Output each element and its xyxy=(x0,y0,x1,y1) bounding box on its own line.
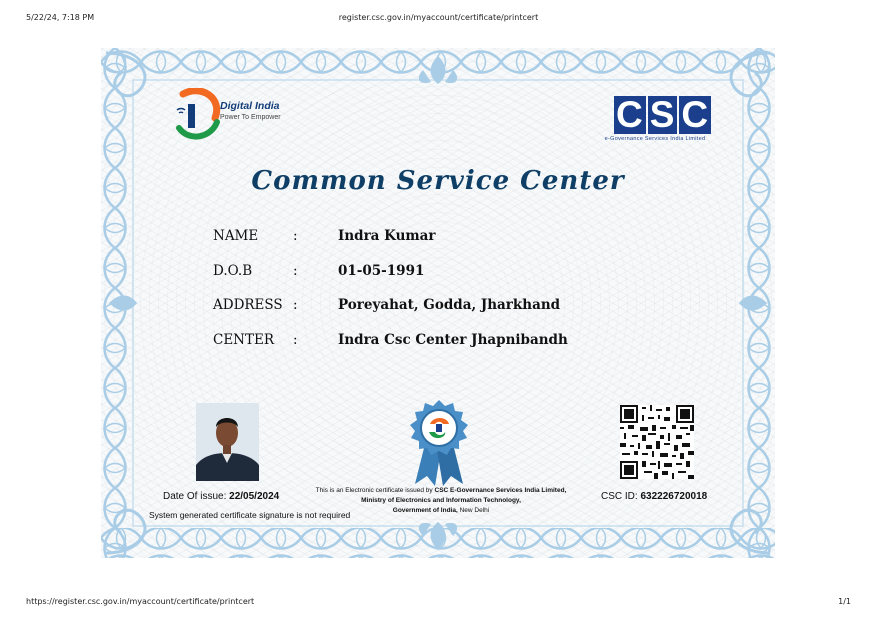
csc-letters xyxy=(614,96,713,134)
csc-letter: S xyxy=(649,94,676,135)
holder-details xyxy=(213,228,673,366)
csc-letter: C xyxy=(616,94,644,135)
certificate-title: Common Service Center xyxy=(251,166,625,196)
issue-note-issuer: CSC E-Governance Services India Limited, xyxy=(434,487,567,494)
print-footer xyxy=(0,597,877,609)
print-header xyxy=(0,13,877,25)
print-footer-url: https://register.csc.gov.in/myaccount/certificate/printcert xyxy=(26,597,255,606)
detail-label: NAME xyxy=(213,228,259,244)
digital-india-logo xyxy=(171,88,291,148)
detail-colon: : xyxy=(293,297,298,313)
award-seal-icon xyxy=(407,400,471,486)
detail-value: Indra Kumar xyxy=(338,228,436,244)
detail-value: 01-05-1991 xyxy=(338,262,425,279)
csc-letter: C xyxy=(681,94,710,135)
print-datetime: 5/22/24, 7:18 PM xyxy=(26,13,95,22)
issue-note-government: Government of India, xyxy=(392,507,458,514)
detail-row-dob xyxy=(213,263,673,298)
csc-logo xyxy=(590,96,720,146)
person-photo-icon xyxy=(196,403,259,481)
issue-note-city: New Delhi xyxy=(459,507,490,514)
issue-note-ministry: Ministry of Electronics and Information Technology, xyxy=(361,497,521,504)
digital-india-title: Digital India xyxy=(220,100,280,112)
detail-value: Poreyahat, Godda, Jharkhand xyxy=(338,297,561,313)
detail-colon: : xyxy=(293,228,298,244)
issue-note-prefix: This is an Electronic certificate issued by xyxy=(315,487,433,494)
certificate xyxy=(101,48,775,558)
digital-india-emblem-icon xyxy=(171,88,221,140)
csc-id-value: 632226720018 xyxy=(640,491,708,502)
issue-note xyxy=(291,486,591,516)
detail-value: Indra Csc Center Jhapnibandh xyxy=(338,331,568,348)
detail-label: CENTER xyxy=(213,331,275,348)
detail-row-center xyxy=(213,332,673,367)
print-header-url: register.csc.gov.in/myaccount/certificate/printcert xyxy=(338,13,539,22)
csc-id-label: CSC ID: xyxy=(601,491,638,502)
detail-row-address xyxy=(213,297,673,332)
date-of-issue xyxy=(163,491,279,502)
csc-id xyxy=(601,491,707,502)
date-of-issue-value: 22/05/2024 xyxy=(229,491,280,502)
csc-subtitle: e-Governance Services India Limited xyxy=(604,136,706,142)
holder-photo xyxy=(196,403,259,481)
signature-note: System generated certificate signature is not required xyxy=(149,510,351,520)
detail-colon: : xyxy=(293,331,298,348)
qr-code-icon xyxy=(620,405,694,479)
detail-label: D.O.B xyxy=(213,262,253,279)
date-of-issue-label: Date Of issue: xyxy=(163,491,227,502)
detail-label: ADDRESS xyxy=(213,297,283,313)
detail-row-name xyxy=(213,228,673,263)
digital-india-tagline: Power To Empower xyxy=(220,114,281,121)
detail-colon: : xyxy=(293,262,298,279)
print-page-number: 1/1 xyxy=(838,597,851,606)
